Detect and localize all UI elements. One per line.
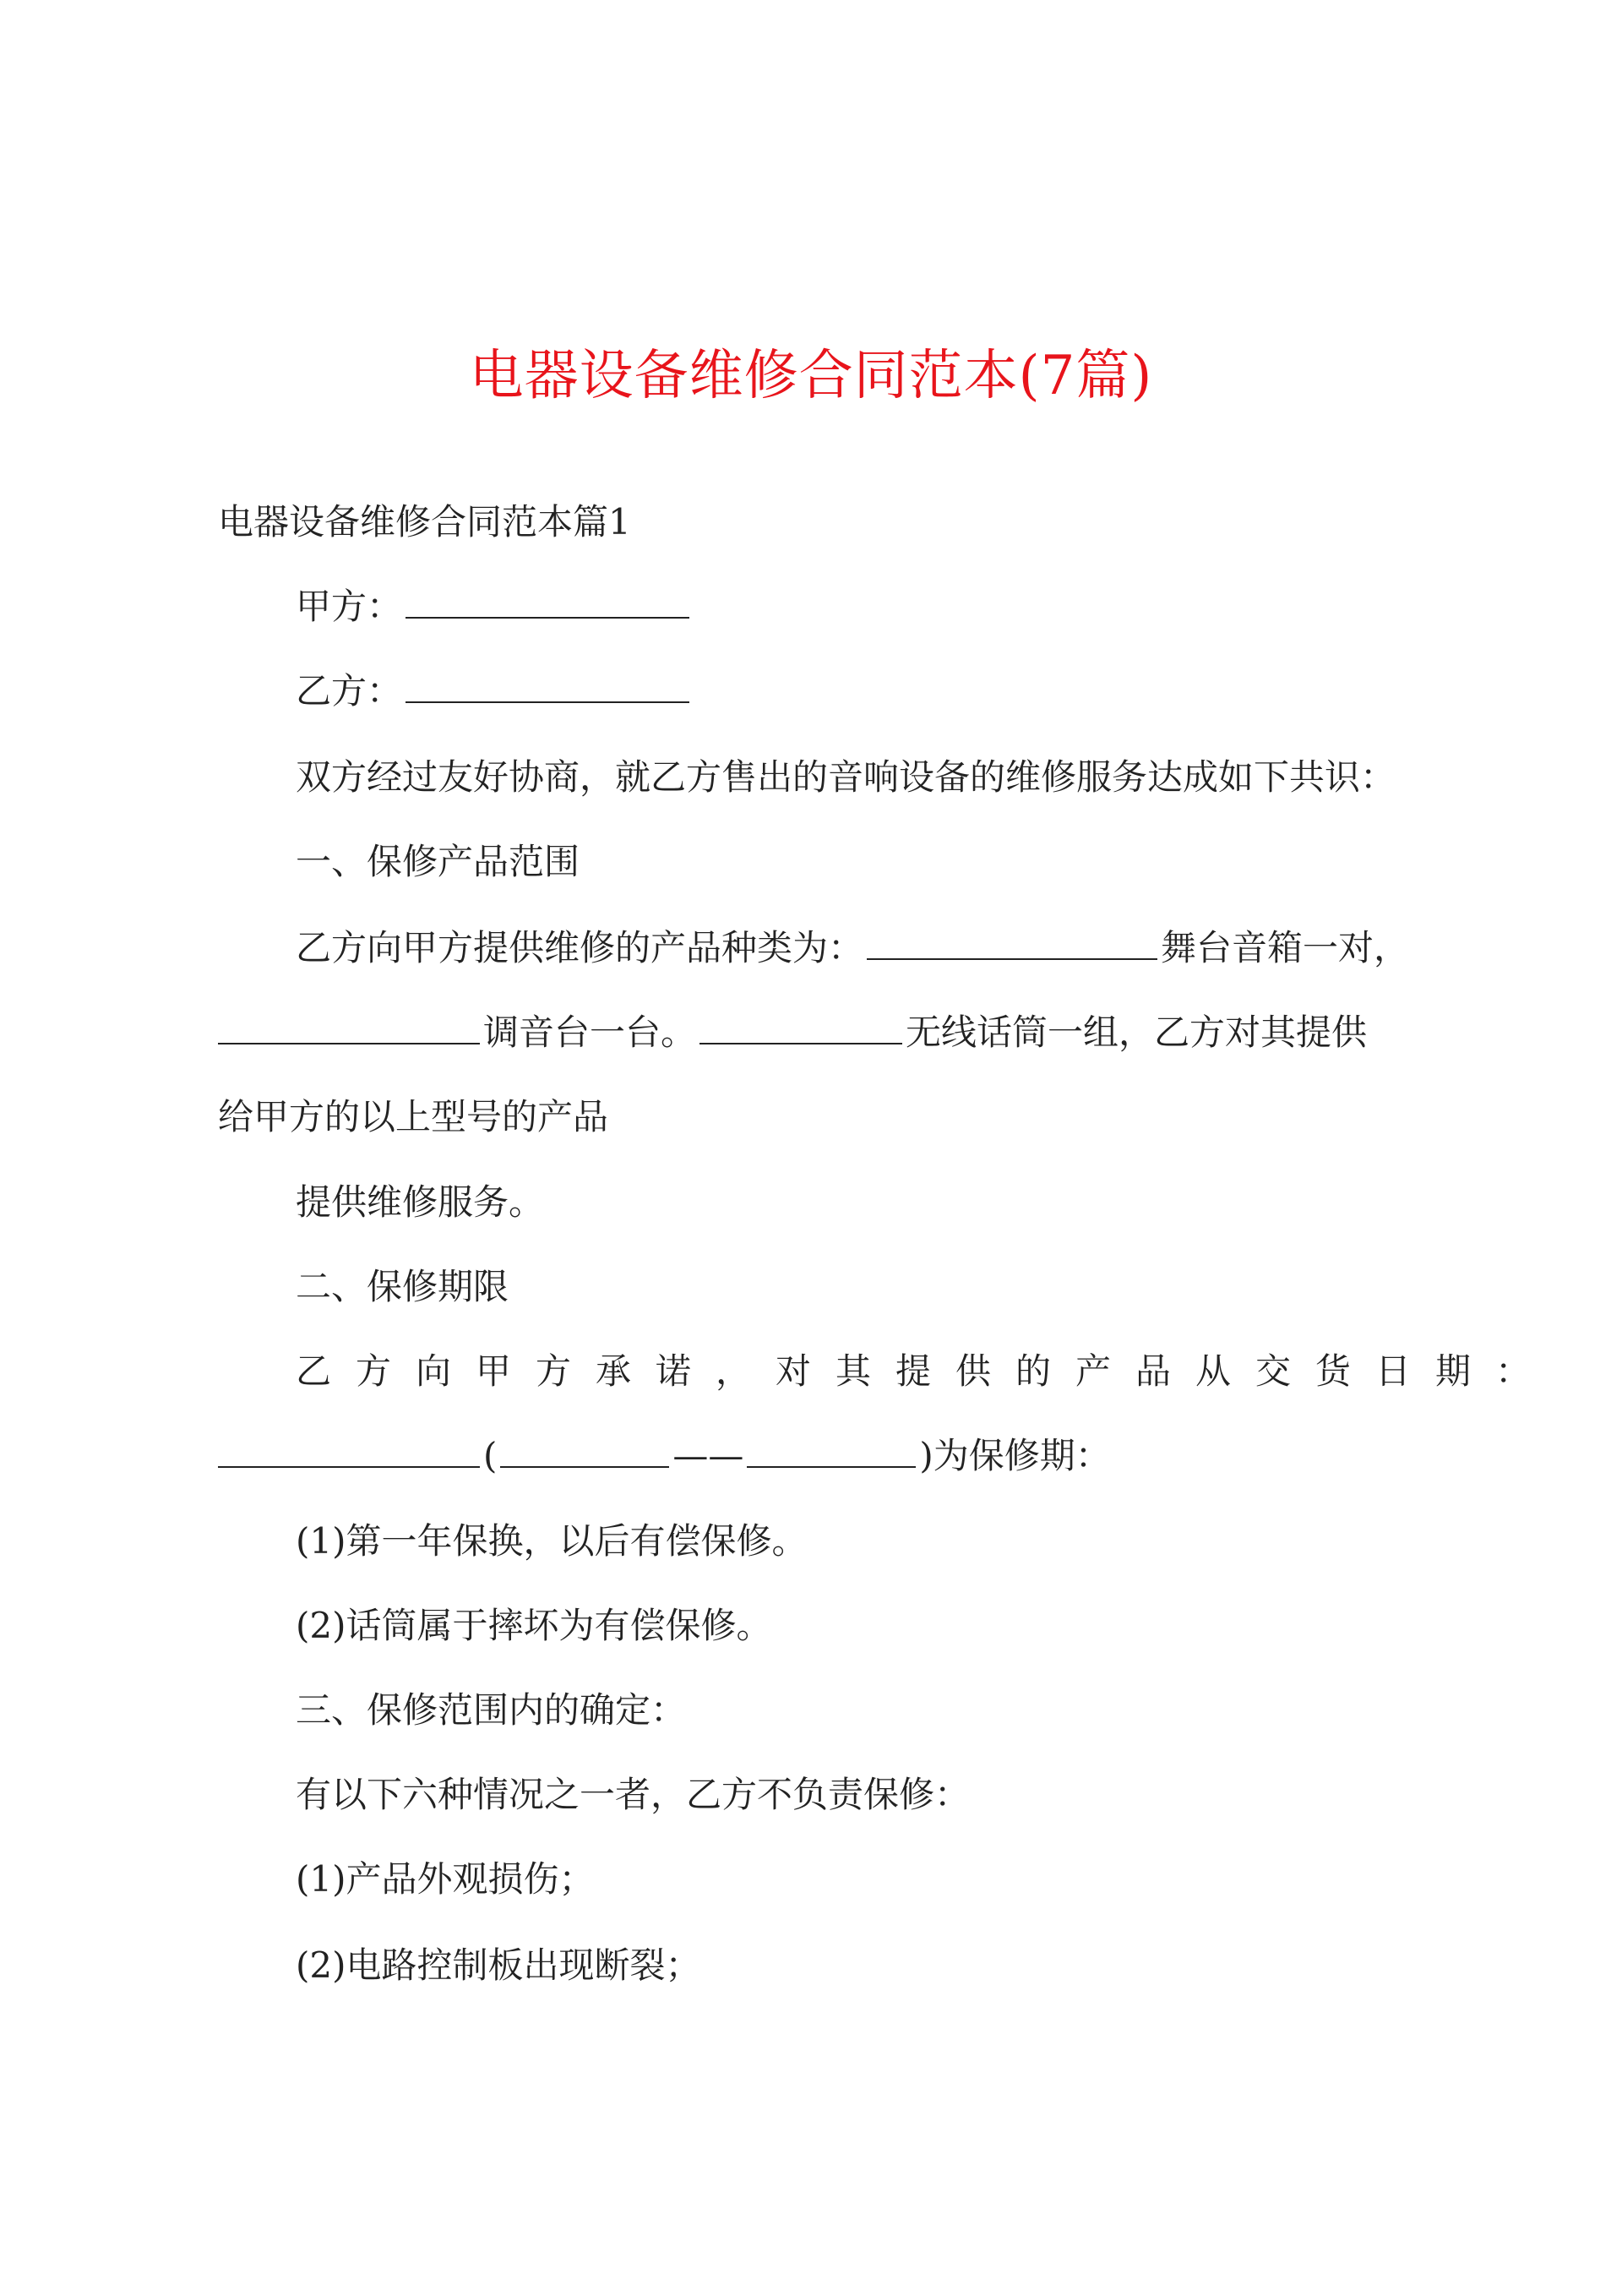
clause3-line1: 有以下六种情况之一者，乙方不负责保修：	[296, 1774, 971, 1815]
party-a-label: 甲方：	[296, 586, 403, 627]
clause1-text-b: 舞台音箱一对，	[1161, 927, 1410, 968]
clause3-item2: (2)电路控制板出现断裂；	[296, 1944, 701, 1986]
clause2-title: 二、保修期限	[296, 1266, 509, 1307]
clause3-item1: (1)产品外观损伤；	[296, 1858, 595, 1900]
delivery-date-blank	[218, 1431, 480, 1468]
clause2-open-paren: (	[483, 1435, 498, 1476]
clause1-text-d: 无线话筒一组，乙方对其提供	[906, 1012, 1368, 1053]
clause1-text-c: 调音台一台。	[483, 1012, 697, 1053]
section-heading: 电器设备维修合同范本篇1	[218, 501, 631, 543]
clause1-line3: 给甲方的以上型号的产品	[218, 1096, 609, 1137]
clause2-close-text: )为保修期：	[919, 1435, 1111, 1476]
period-start-blank	[500, 1431, 669, 1468]
clause1-text-a: 乙方向甲方提供维修的产品种类为：	[296, 927, 864, 968]
party-a-blank	[406, 581, 689, 619]
mixer-blank	[218, 1007, 480, 1044]
document-title: 电器设备维修合同范本(7篇)	[469, 345, 1153, 407]
clause1-title: 一、保修产品范围	[296, 841, 580, 882]
microphone-blank	[699, 1007, 902, 1044]
party-b-line	[296, 666, 1495, 717]
product-type-blank	[867, 923, 1157, 960]
period-end-blank	[747, 1431, 916, 1468]
clause2-line2	[218, 1431, 1418, 1481]
clause2-item2: (2)话筒属于摔坏为有偿保修。	[296, 1605, 772, 1646]
clause3-title: 三、保修范围内的确定：	[296, 1689, 687, 1731]
clause2-item1: (1)第一年保换，以后有偿保修。	[296, 1520, 808, 1562]
clause1-line1	[296, 923, 1495, 973]
clause2-dash: ——	[672, 1435, 744, 1476]
clause1-line4: 提供维修服务。	[296, 1181, 545, 1223]
party-b-blank	[406, 666, 689, 703]
party-b-label: 乙方：	[296, 670, 403, 712]
clause1-line2	[218, 1007, 1418, 1058]
party-a-line	[296, 581, 1495, 632]
clause2-line1: 乙方向甲方承诺，对其提供的产品从交货日期：	[296, 1350, 1556, 1392]
intro-paragraph: 双方经过友好协商，就乙方售出的音响设备的维修服务达成如下共识：	[296, 756, 1396, 798]
